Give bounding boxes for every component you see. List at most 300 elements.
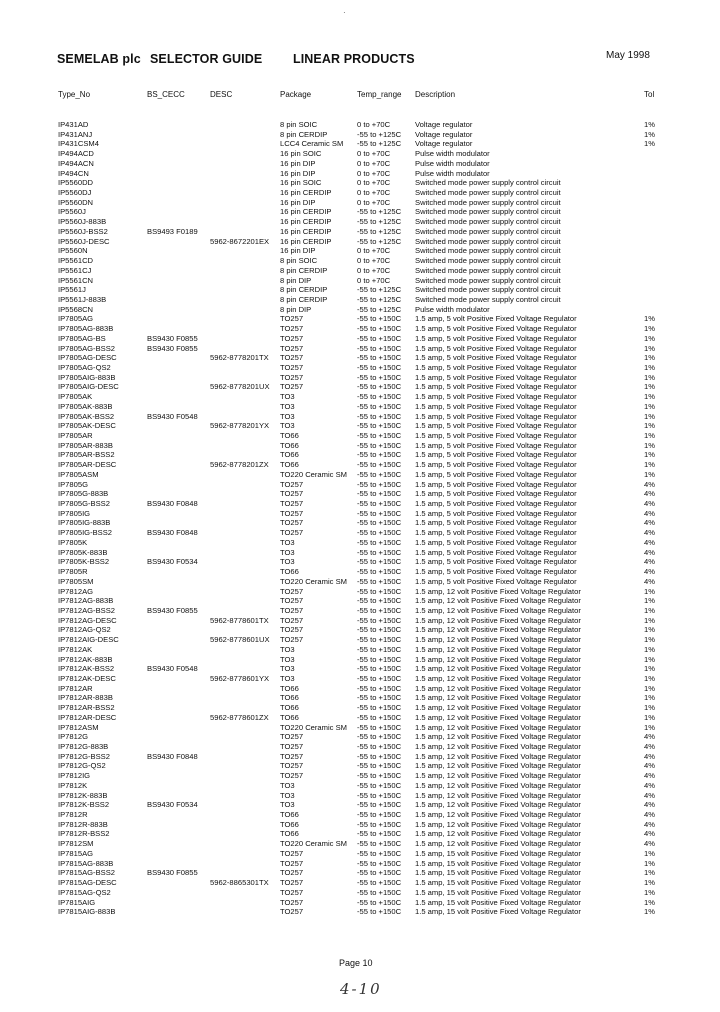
temp-range-cell: -55 to +150C [357,810,402,820]
temp-range-cell: -55 to +150C [357,372,402,382]
description-cell: Switched mode power supply control circuit [415,197,561,207]
package-cell: TO257 [280,518,304,528]
temp-range-cell: -55 to +150C [357,479,402,489]
package-cell: 16 pin DIP [280,197,316,207]
type-no-cell: IP7805AR-DESC [58,460,117,470]
description-cell: 1.5 amp, 15 volt Positive Fixed Voltage Regulator [415,858,581,868]
temp-range-cell: -55 to +150C [357,732,402,742]
type-no-cell: IP5560DJ [58,188,92,198]
package-cell: TO66 [280,450,299,460]
tol-cell: 1% [644,586,655,596]
tol-cell: 1% [644,878,655,888]
temp-range-cell: -55 to +125C [357,285,402,295]
tol-cell: 1% [644,314,655,324]
description-cell: 1.5 amp, 15 volt Positive Fixed Voltage Regulator [415,878,581,888]
package-cell: TO257 [280,897,304,907]
table-row [0,139,720,149]
tol-cell: 1% [644,712,655,722]
table-row [0,314,720,324]
package-cell: TO257 [280,382,304,392]
tol-cell: 1% [644,722,655,732]
type-no-cell: IP7812AK-DESC [58,673,116,683]
temp-range-cell: -55 to +150C [357,401,402,411]
package-cell: TO257 [280,508,304,518]
temp-range-cell: -55 to +150C [357,780,402,790]
package-cell: TO257 [280,858,304,868]
table-row [0,693,720,703]
type-no-cell: IP7812AK-883B [58,654,113,664]
tol-cell: 1% [644,683,655,693]
table-row [0,655,720,665]
temp-range-cell: -55 to +150C [357,343,402,353]
tol-cell: 4% [644,829,655,839]
page-number: Page 10 [339,958,373,968]
temp-range-cell: 0 to +70C [357,120,391,129]
table-row [0,538,720,548]
table-row [0,742,720,752]
description-cell: 1.5 amp, 12 volt Positive Fixed Voltage Regulator [415,683,581,693]
package-cell: TO66 [280,567,299,577]
desc-code-cell: 5962-8778201TX [210,353,269,363]
temp-range-cell: -55 to +125C [357,226,402,236]
tol-cell: 1% [644,324,655,334]
type-no-cell: IP7812AG-BSS2 [58,605,115,615]
type-no-cell: IP7812G-QS2 [58,761,106,771]
type-no-cell: IP7805AG-883B [58,324,114,334]
tol-cell: 1% [644,431,655,440]
bs-cecc-cell: BS9430 F0855 [147,868,198,878]
package-cell: 8 pin CERDIP [280,294,328,304]
table-row [0,684,720,694]
table-row [0,450,720,460]
bs-cecc-cell: BS9430 F0548 [147,664,198,674]
table-row [0,324,720,334]
table-row [0,820,720,830]
description-cell: 1.5 amp, 5 volt Positive Fixed Voltage Regulator [415,499,577,509]
table-row [0,645,720,655]
temp-range-cell: -55 to +150C [357,683,402,693]
type-no-cell: IP7805IG-883B [58,518,111,528]
type-no-cell: IP7805AG-BS [58,333,106,343]
description-cell: Switched mode power supply control circuit [415,294,561,304]
section-title: LINEAR PRODUCTS [293,52,415,66]
package-cell: 8 pin SOIC [280,120,318,129]
tol-cell: 1% [644,887,655,897]
type-no-cell: IP7812AG-883B [58,596,114,606]
temp-range-cell: -55 to +150C [357,897,402,907]
temp-range-cell: 0 to +70C [357,197,391,207]
table-row [0,305,720,315]
type-no-cell: IP7815AG-QS2 [58,887,111,897]
temp-range-cell: -55 to +150C [357,382,402,392]
description-cell: 1.5 amp, 12 volt Positive Fixed Voltage Regulator [415,829,581,839]
table-row [0,625,720,635]
type-no-cell: IP7805AR-883B [58,440,113,450]
table-row [0,441,720,451]
package-cell: TO257 [280,605,304,615]
temp-range-cell: -55 to +150C [357,314,402,324]
package-cell: TO257 [280,489,304,499]
temp-range-cell: -55 to +125C [357,129,402,139]
package-cell: 16 pin CERDIP [280,226,332,236]
temp-range-cell: -55 to +150C [357,722,402,732]
table-row [0,674,720,684]
description-cell: 1.5 amp, 5 volt Positive Fixed Voltage Regulator [415,362,577,372]
type-no-cell: IP7815AG-BSS2 [58,868,115,878]
description-cell: 1.5 amp, 5 volt Positive Fixed Voltage Regulator [415,382,577,392]
tol-cell: 1% [644,440,655,450]
description-cell: Switched mode power supply control circuit [415,285,561,295]
description-cell: 1.5 amp, 12 volt Positive Fixed Voltage Regulator [415,742,581,751]
table-row [0,810,720,820]
tol-cell: 4% [644,761,655,771]
type-no-cell: IP494ACN [58,158,94,168]
package-cell: 8 pin SOIC [280,256,318,266]
table-row [0,567,720,577]
package-cell: TO257 [280,479,304,489]
type-no-cell: IP7812AR-BSS2 [58,703,115,713]
package-cell: TO3 [280,673,295,683]
description-cell: Switched mode power supply control circuit [415,265,561,275]
type-no-cell: IP7805AR [58,431,93,440]
tol-cell: 1% [644,469,655,479]
temp-range-cell: -55 to +150C [357,392,402,402]
type-no-cell: IP7812K-BSS2 [58,800,110,810]
tol-cell: 1% [644,120,655,129]
bs-cecc-cell: BS9430 F0548 [147,411,198,421]
description-cell: 1.5 amp, 5 volt Positive Fixed Voltage Regulator [415,392,577,402]
tol-cell: 4% [644,751,655,761]
description-cell: 1.5 amp, 5 volt Positive Fixed Voltage Regulator [415,567,577,577]
tol-cell: 1% [644,450,655,460]
temp-range-cell: -55 to +125C [357,217,402,227]
temp-range-cell: -55 to +150C [357,635,402,645]
tol-cell: 4% [644,771,655,781]
type-no-cell: IP7812G-883B [58,742,109,751]
tol-cell: 4% [644,576,655,586]
table-row [0,888,720,898]
type-no-cell: IP7812AK-BSS2 [58,664,115,674]
type-no-cell: IP7812ASM [58,722,99,732]
table-row [0,402,720,412]
table-row [0,868,720,878]
package-cell: 16 pin DIP [280,168,316,178]
temp-range-cell: -55 to +150C [357,848,402,858]
package-cell: TO257 [280,732,304,742]
tol-cell: 4% [644,810,655,820]
temp-range-cell: -55 to +150C [357,712,402,722]
description-cell: Switched mode power supply control circuit [415,246,561,256]
description-cell: Switched mode power supply control circuit [415,226,561,236]
package-cell: TO66 [280,712,299,722]
table-row [0,587,720,597]
description-cell: 1.5 amp, 5 volt Positive Fixed Voltage Regulator [415,372,577,382]
table-row [0,596,720,606]
description-cell: Voltage regulator [415,120,473,129]
table-row [0,771,720,781]
description-cell: 1.5 amp, 12 volt Positive Fixed Voltage Regulator [415,644,581,654]
type-no-cell: IP5568CN [58,304,94,314]
type-no-cell: IP5561CD [58,256,94,266]
table-row [0,412,720,422]
type-no-cell: IP7815AIG [58,897,96,907]
col-tol: Tol [644,90,655,99]
temp-range-cell: -55 to +150C [357,460,402,470]
type-no-cell: IP7812SM [58,839,94,849]
temp-range-cell: -55 to +125C [357,304,402,314]
description-cell: 1.5 amp, 15 volt Positive Fixed Voltage Regulator [415,887,581,897]
package-cell: TO66 [280,693,299,703]
type-no-cell: IP5560DN [58,197,94,207]
temp-range-cell: -55 to +150C [357,654,402,664]
type-no-cell: IP7812AR-DESC [58,712,117,722]
tol-cell: 1% [644,654,655,664]
temp-range-cell: -55 to +150C [357,907,402,917]
description-cell: 1.5 amp, 5 volt Positive Fixed Voltage Regulator [415,440,577,450]
package-cell: TO257 [280,615,304,625]
tol-cell: 4% [644,479,655,489]
description-cell: 1.5 amp, 5 volt Positive Fixed Voltage Regulator [415,314,577,324]
table-row [0,460,720,470]
bs-cecc-cell: BS9430 F0848 [147,499,198,509]
package-cell: TO3 [280,800,295,810]
package-cell: TO220 Ceramic SM [280,576,347,586]
tol-cell: 1% [644,635,655,645]
description-cell: 1.5 amp, 12 volt Positive Fixed Voltage Regulator [415,790,581,800]
table-row [0,606,720,616]
tol-cell: 4% [644,780,655,790]
type-no-cell: IP7812K [58,780,88,790]
type-no-cell: IP7812AK [58,644,93,654]
table-row [0,266,720,276]
col-desc: DESC [210,90,233,99]
temp-range-cell: -55 to +150C [357,469,402,479]
package-cell: TO257 [280,528,304,538]
type-no-cell: IP5561J [58,285,86,295]
description-cell: Switched mode power supply control circuit [415,236,561,246]
table-row [0,159,720,169]
description-cell: 1.5 amp, 5 volt Positive Fixed Voltage Regulator [415,353,577,363]
temp-range-cell: -55 to +125C [357,236,402,246]
table-row [0,353,720,363]
temp-range-cell: 0 to +70C [357,265,391,275]
table-row [0,849,720,859]
description-cell: 1.5 amp, 12 volt Positive Fixed Voltage Regulator [415,761,581,771]
description-cell: 1.5 amp, 5 volt Positive Fixed Voltage Regulator [415,557,577,567]
package-cell: TO66 [280,703,299,713]
type-no-cell: IP5560J [58,207,86,217]
guide-title: SELECTOR GUIDE [150,52,263,66]
description-cell: Voltage regulator [415,139,473,149]
description-cell: 1.5 amp, 12 volt Positive Fixed Voltage Regulator [415,635,581,645]
table-row [0,713,720,723]
temp-range-cell: -55 to +150C [357,362,402,372]
package-cell: TO257 [280,878,304,888]
tol-cell: 1% [644,868,655,878]
bs-cecc-cell: BS9430 F0855 [147,343,198,353]
package-cell: TO3 [280,780,295,790]
temp-range-cell: 0 to +70C [357,149,391,159]
type-no-cell: IP7805AK-BSS2 [58,411,115,421]
scan-speck: · [343,8,346,17]
description-cell: 1.5 amp, 12 volt Positive Fixed Voltage Regulator [415,810,581,820]
package-cell: TO66 [280,431,299,440]
tol-cell: 1% [644,703,655,713]
type-no-cell: IP7812R [58,810,88,820]
package-cell: TO257 [280,499,304,509]
type-no-cell: IP7805ASM [58,469,99,479]
temp-range-cell: -55 to +150C [357,605,402,615]
table-row [0,470,720,480]
package-cell: TO3 [280,547,295,557]
handwritten-page-note: 4-10 [340,980,382,998]
tol-cell: 1% [644,421,655,431]
description-cell: 1.5 amp, 5 volt Positive Fixed Voltage Regulator [415,460,577,470]
temp-range-cell: 0 to +70C [357,246,391,256]
package-cell: TO66 [280,810,299,820]
temp-range-cell: -55 to +150C [357,839,402,849]
col-package: Package [280,90,312,99]
temp-range-cell: 0 to +70C [357,178,391,188]
temp-range-cell: -55 to +125C [357,207,402,217]
table-row [0,577,720,587]
product-table [0,120,720,917]
temp-range-cell: 0 to +70C [357,256,391,266]
type-no-cell: IP7812AR [58,683,93,693]
temp-range-cell: -55 to +150C [357,450,402,460]
table-row [0,120,720,130]
package-cell: TO257 [280,586,304,596]
temp-range-cell: -55 to +150C [357,878,402,888]
table-row [0,635,720,645]
package-cell: TO3 [280,537,295,547]
tol-cell: 1% [644,897,655,907]
type-no-cell: IP7805K-883B [58,547,108,557]
temp-range-cell: -55 to +150C [357,567,402,577]
temp-range-cell: -55 to +150C [357,771,402,781]
package-cell: 8 pin DIP [280,275,312,285]
tol-cell: 4% [644,839,655,849]
description-cell: 1.5 amp, 5 volt Positive Fixed Voltage Regulator [415,479,577,489]
temp-range-cell: -55 to +150C [357,703,402,713]
bs-cecc-cell: BS9430 F0534 [147,800,198,810]
description-cell: Pulse width modulator [415,304,490,314]
table-row [0,344,720,354]
description-cell: 1.5 amp, 5 volt Positive Fixed Voltage Regulator [415,431,577,440]
description-cell: Switched mode power supply control circuit [415,256,561,266]
description-cell: 1.5 amp, 12 volt Positive Fixed Voltage Regulator [415,586,581,596]
bs-cecc-cell: BS9493 F0189 [147,226,198,236]
description-cell: 1.5 amp, 5 volt Positive Fixed Voltage Regulator [415,421,577,431]
type-no-cell: IP7812AR-883B [58,693,113,703]
desc-code-cell: 5962-8865301TX [210,878,269,888]
table-row [0,489,720,499]
package-cell: TO257 [280,362,304,372]
package-cell: 16 pin SOIC [280,178,322,188]
table-row [0,548,720,558]
package-cell: 16 pin DIP [280,158,316,168]
temp-range-cell: -55 to +150C [357,829,402,839]
table-row [0,752,720,762]
temp-range-cell: -55 to +150C [357,557,402,567]
type-no-cell: IP7815AIG-883B [58,907,116,917]
tol-cell: 1% [644,848,655,858]
temp-range-cell: -55 to +150C [357,868,402,878]
table-row [0,859,720,869]
package-cell: TO3 [280,557,295,567]
package-cell: TO66 [280,819,299,829]
package-cell: TO66 [280,683,299,693]
tol-cell: 1% [644,333,655,343]
description-cell: Pulse width modulator [415,149,490,159]
tol-cell: 1% [644,615,655,625]
tol-cell: 1% [644,460,655,470]
temp-range-cell: -55 to +150C [357,518,402,528]
temp-range-cell: -55 to +150C [357,625,402,635]
tol-cell: 1% [644,907,655,917]
package-cell: TO257 [280,324,304,334]
temp-range-cell: -55 to +150C [357,790,402,800]
desc-code-cell: 5962-8778601TX [210,615,269,625]
table-row [0,431,720,441]
package-cell: TO220 Ceramic SM [280,469,347,479]
desc-code-cell: 5962-8672201EX [210,236,270,246]
temp-range-cell: -55 to +150C [357,586,402,596]
temp-range-cell: -55 to +150C [357,800,402,810]
type-no-cell: IP7805K [58,537,88,547]
package-cell: TO257 [280,751,304,761]
description-cell: 1.5 amp, 5 volt Positive Fixed Voltage Regulator [415,537,577,547]
tol-cell: 4% [644,557,655,567]
package-cell: TO257 [280,343,304,353]
package-cell: 16 pin CERDIP [280,188,332,198]
package-cell: TO257 [280,761,304,771]
description-cell: Switched mode power supply control circuit [415,178,561,188]
description-cell: Switched mode power supply control circuit [415,217,561,227]
type-no-cell: IP7805G-883B [58,489,109,499]
temp-range-cell: -55 to +150C [357,489,402,499]
description-cell: Switched mode power supply control circuit [415,207,561,217]
table-row [0,509,720,519]
package-cell: TO257 [280,635,304,645]
description-cell: Switched mode power supply control circuit [415,188,561,198]
type-no-cell: IP5560J-BSS2 [58,226,108,236]
description-cell: 1.5 amp, 12 volt Positive Fixed Voltage Regulator [415,800,581,810]
tol-cell: 4% [644,489,655,499]
type-no-cell: IP5560J-DESC [58,236,110,246]
type-no-cell: IP431ANJ [58,129,93,139]
type-no-cell: IP5560DD [58,178,94,188]
temp-range-cell: -55 to +150C [357,644,402,654]
company-name: SEMELAB plc [57,52,141,66]
type-no-cell: IP5560N [58,246,88,256]
description-cell: 1.5 amp, 5 volt Positive Fixed Voltage Regulator [415,469,577,479]
description-cell: 1.5 amp, 12 volt Positive Fixed Voltage Regulator [415,664,581,674]
temp-range-cell: -55 to +150C [357,431,402,440]
table-row [0,149,720,159]
temp-range-cell: -55 to +150C [357,887,402,897]
description-cell: 1.5 amp, 12 volt Positive Fixed Voltage Regulator [415,605,581,615]
description-cell: 1.5 amp, 5 volt Positive Fixed Voltage Regulator [415,401,577,411]
tol-cell: 1% [644,129,655,139]
description-cell: 1.5 amp, 5 volt Positive Fixed Voltage Regulator [415,411,577,421]
tol-cell: 4% [644,567,655,577]
type-no-cell: IP7812R-883B [58,819,108,829]
description-cell: 1.5 amp, 15 volt Positive Fixed Voltage Regulator [415,897,581,907]
description-cell: 1.5 amp, 5 volt Positive Fixed Voltage Regulator [415,324,577,334]
type-no-cell: IP7805AIG-883B [58,372,116,382]
temp-range-cell: -55 to +150C [357,440,402,450]
